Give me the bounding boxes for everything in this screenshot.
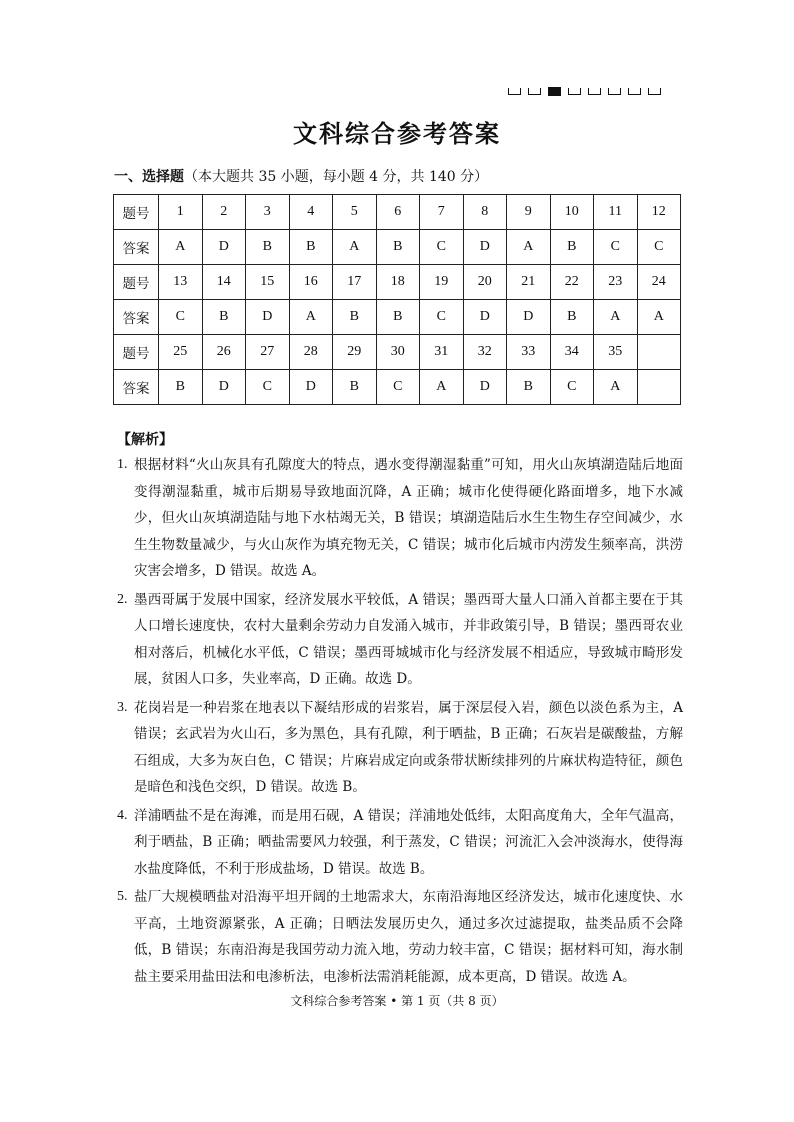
- answer-cell: B: [376, 300, 420, 335]
- question-number-cell: 12: [637, 195, 681, 230]
- analysis-item-text: 洋浦晒盐不是在海滩，而是用石砚，A 错误；洋浦地处低纬，太阳高度角大，全年气温高，利于晒盐，B 正确；晒盐需要风力较强，利于蒸发，C 错误；河流汇入会冲淡海水，使得海水盐度降低，不利于形成盐场，D 错误。故选 B。: [134, 807, 683, 877]
- row-label: 题号: [114, 195, 159, 230]
- answer-cell: A: [420, 370, 464, 405]
- analysis-item: [117, 587, 683, 693]
- mark-empty: [568, 88, 581, 95]
- answer-cell: A: [333, 230, 377, 265]
- answer-row: [114, 300, 681, 335]
- answer-row: [114, 370, 681, 405]
- number-row: [114, 195, 681, 230]
- question-number-cell: 8: [463, 195, 507, 230]
- page-footer: 文科综合参考答案 • 第 1 页（共 8 页）: [290, 994, 504, 1008]
- question-number-cell: 7: [420, 195, 464, 230]
- question-number-cell: 3: [246, 195, 290, 230]
- mark-empty: [608, 88, 621, 95]
- question-number-cell: 10: [550, 195, 594, 230]
- section-heading-note: （本大题共 35 小题，每小题 4 分，共 140 分）: [184, 169, 489, 185]
- analysis-item-text: 花岗岩是一种岩浆在地表以下凝结形成的岩浆岩，属于深层侵入岩，颜色以淡色系为主，A 错误；玄武岩为火山石，多为黑色，具有孔隙，利于晒盐，B 正确；石灰岩是碳酸盐，方解石组成，大多为灰白色，C 错误；片麻岩成定向或条带状断续排列的片麻状构造特征，颜色是暗色和浅色交织，D 错误。故选 B。: [134, 699, 683, 795]
- answer-cell: C: [420, 230, 464, 265]
- row-label: 题号: [114, 335, 159, 370]
- answer-cell: C: [550, 370, 594, 405]
- question-number-cell: 14: [202, 265, 246, 300]
- mark-empty: [648, 88, 661, 95]
- row-label: 答案: [114, 300, 159, 335]
- answer-cell: A: [507, 230, 551, 265]
- answer-cell: C: [594, 230, 638, 265]
- page-title: 文科综合参考答案: [293, 119, 501, 148]
- answer-cell: B: [159, 370, 203, 405]
- question-number-cell: 30: [376, 335, 420, 370]
- analysis-item-number: 1.: [117, 457, 128, 472]
- answer-key-marks: [508, 88, 661, 96]
- answer-cell: D: [463, 230, 507, 265]
- analysis-list: [117, 452, 683, 992]
- question-number-cell: 23: [594, 265, 638, 300]
- question-number-cell: 4: [289, 195, 333, 230]
- number-row: [114, 265, 681, 300]
- answer-cell: B: [202, 300, 246, 335]
- analysis-item-number: 3.: [117, 699, 128, 715]
- analysis-item: [117, 884, 683, 990]
- answer-cell: C: [637, 230, 681, 265]
- section-heading-label: 一、选择题: [114, 169, 184, 185]
- question-number-cell: 5: [333, 195, 377, 230]
- answer-cell: [637, 370, 681, 405]
- answer-cell: D: [202, 370, 246, 405]
- question-number-cell: 17: [333, 265, 377, 300]
- answer-row: [114, 230, 681, 265]
- answer-cell: D: [289, 370, 333, 405]
- question-number-cell: 34: [550, 335, 594, 370]
- mark-filled: [548, 87, 561, 96]
- answer-cell: D: [463, 370, 507, 405]
- question-number-cell: 15: [246, 265, 290, 300]
- mark-empty: [508, 88, 521, 95]
- question-number-cell: 1: [159, 195, 203, 230]
- question-number-cell: 29: [333, 335, 377, 370]
- mark-empty: [528, 88, 541, 95]
- question-number-cell: 21: [507, 265, 551, 300]
- question-number-cell: 2: [202, 195, 246, 230]
- answer-cell: A: [637, 300, 681, 335]
- answer-cell: A: [594, 300, 638, 335]
- answer-cell: B: [550, 230, 594, 265]
- question-number-cell: 22: [550, 265, 594, 300]
- mark-empty: [628, 88, 641, 95]
- analysis-item-number: 2.: [117, 591, 128, 607]
- section-heading: [114, 166, 488, 186]
- question-number-cell: 11: [594, 195, 638, 230]
- question-number-cell: 16: [289, 265, 333, 300]
- answer-cell: A: [594, 370, 638, 405]
- answer-cell: D: [463, 300, 507, 335]
- question-number-cell: 9: [507, 195, 551, 230]
- row-label: 题号: [114, 265, 159, 300]
- number-row: [114, 335, 681, 370]
- answer-cell: B: [333, 370, 377, 405]
- question-number-cell: 27: [246, 335, 290, 370]
- answer-cell: A: [159, 230, 203, 265]
- row-label: 答案: [114, 230, 159, 265]
- answer-cell: B: [376, 230, 420, 265]
- analysis-item-text: 根据材料“火山灰具有孔隙度大的特点，遇水变得潮湿黏重”可知，用火山灰填湖造陆后地面变得潮湿黏重，城市后期易导致地面沉降，A 正确；城市化使得硬化路面增多，地下水减少，但火山灰填湖造陆与地下水枯竭无关，B 错误；填湖造陆后水生生物生存空间减少，水生生物数量减少，与火山灰作为填充物无关，C 错误；城市化后城市内涝发生频率高，洪涝灾害会增多，D 错误。故选 A。: [134, 457, 683, 579]
- answer-cell: D: [202, 230, 246, 265]
- answer-cell: C: [420, 300, 464, 335]
- mark-empty: [588, 88, 601, 95]
- question-number-cell: 28: [289, 335, 333, 370]
- answer-cell: B: [246, 230, 290, 265]
- answer-cell: B: [333, 300, 377, 335]
- answer-cell: C: [246, 370, 290, 405]
- question-number-cell: 6: [376, 195, 420, 230]
- analysis-item-number: 4.: [117, 807, 128, 823]
- answer-table: [113, 194, 681, 405]
- question-number-cell: 19: [420, 265, 464, 300]
- answer-cell: B: [550, 300, 594, 335]
- analysis-item-text: 盐厂大规模晒盐对沿海平坦开阔的土地需求大，东南沿海地区经济发达，城市化速度快、水平高，土地资源紧张，A 正确；日晒法发展历史久，通过多次过滤提取，盐类品质不会降低，B 错误；东南沿海是我国劳动力流入地，劳动力较丰富，C 错误；据材料可知，海水制盐主要采用盐田法和电渗析法，电渗析法需消耗能源，成本更高，D 错误。故选 A。: [134, 889, 683, 985]
- answer-cell: B: [289, 230, 333, 265]
- answer-cell: C: [159, 300, 203, 335]
- row-label: 答案: [114, 370, 159, 405]
- answer-cell: C: [376, 370, 420, 405]
- analysis-item-text: 墨西哥属于发展中国家，经济发展水平较低，A 错误；墨西哥大量人口涌入首都主要在于其人口增长速度快，农村大量剩余劳动力自发涌入城市，并非政策引导，B 错误；墨西哥农业相对落后，机械化水平低，C 错误；墨西哥城城市化与经济发展不相适应，导致城市畸形发展，贫困人口多，失业率高，D 正确。故选 D。: [134, 591, 683, 687]
- answer-cell: A: [289, 300, 333, 335]
- question-number-cell: 25: [159, 335, 203, 370]
- question-number-cell: [637, 335, 681, 370]
- analysis-heading: 【解析】: [117, 432, 173, 448]
- question-number-cell: 26: [202, 335, 246, 370]
- question-number-cell: 35: [594, 335, 638, 370]
- answer-cell: D: [507, 300, 551, 335]
- analysis-item: [117, 452, 683, 585]
- analysis-item: [117, 803, 683, 883]
- question-number-cell: 13: [159, 265, 203, 300]
- question-number-cell: 24: [637, 265, 681, 300]
- question-number-cell: 33: [507, 335, 551, 370]
- question-number-cell: 20: [463, 265, 507, 300]
- analysis-item: [117, 695, 683, 801]
- analysis-item-number: 5.: [117, 889, 128, 904]
- answer-cell: B: [507, 370, 551, 405]
- question-number-cell: 32: [463, 335, 507, 370]
- question-number-cell: 31: [420, 335, 464, 370]
- question-number-cell: 18: [376, 265, 420, 300]
- answer-cell: D: [246, 300, 290, 335]
